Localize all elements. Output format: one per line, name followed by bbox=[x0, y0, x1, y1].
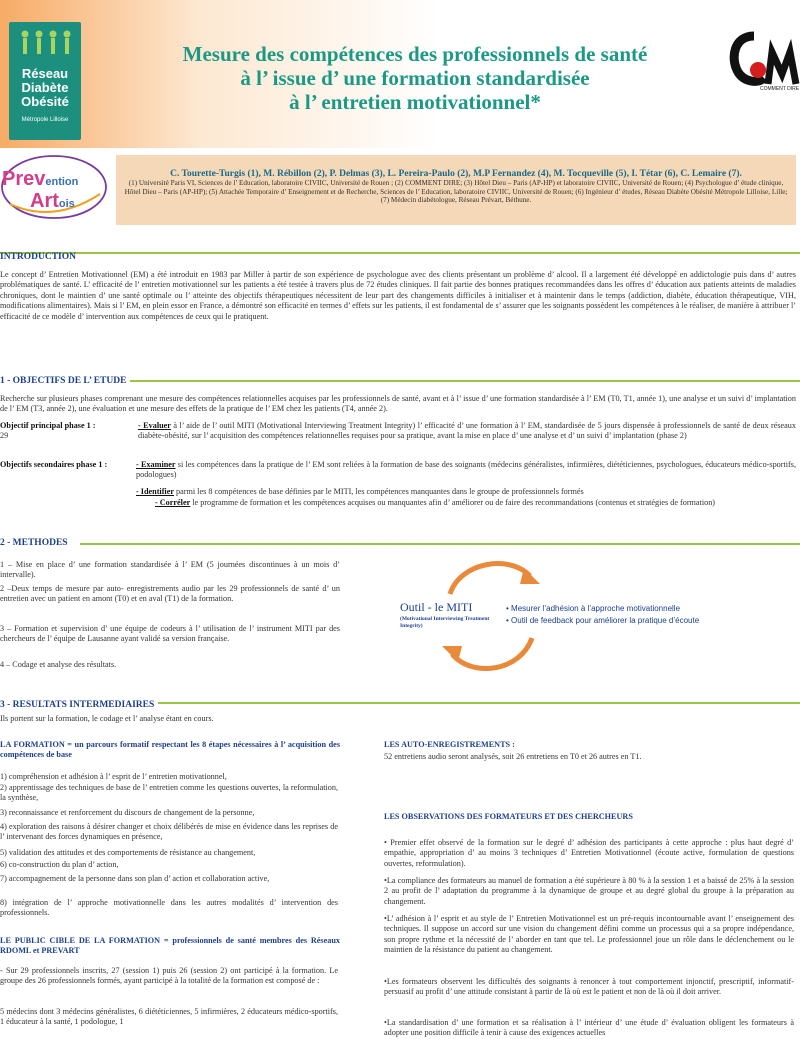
rdo-logo-line-2: Diabète bbox=[21, 80, 69, 95]
rdo-logo-line-3: Obésité bbox=[21, 94, 69, 109]
resultats-lead: Ils portent sur la formation, le codage et l’ analyse étant en cours. bbox=[0, 714, 214, 723]
prevartois-prev: Prev bbox=[2, 168, 46, 190]
prevartois-ois: ois bbox=[58, 198, 75, 210]
section-rule bbox=[80, 543, 800, 545]
authors-box bbox=[116, 155, 796, 225]
rdo-logo-sub: Métropole Lilloise bbox=[21, 117, 69, 123]
sec2-text: parmi les 8 compétences de base définies par le MITI, les compétences manquantes dans le groupe de professionnels formés bbox=[173, 487, 584, 496]
identifier-verb: - Identifier bbox=[136, 487, 174, 496]
title-line-2: à l’ issue d’ une formation standardisée bbox=[240, 66, 590, 90]
methode-item: 3 – Formation et supervision d’ une équipe de codeurs à l’ utilisation de l’ instrument MITI par des chercheurs de l’ équipe de Lausanne ayant validé sa version française. bbox=[0, 624, 340, 644]
obs-item: •L’ adhésion à l’ esprit et au style de l’ Entretien Motivationnel est un pré-requis incontournable avant l’ enseignement des techniques. Il suppose un accord sur une vision du changement défini comme un processus qui a sa propre indépendance, son propre rythme et la nécessité de l’ aborder en tant que tel. Le professionnel joue un rôle dans le déclenchement ou le maintien de la résistance du patient au changement. bbox=[384, 914, 794, 955]
objectifs-heading: 1 - OBJECTIFS DE L’ ETUDE bbox=[0, 376, 127, 386]
cycle-arrow-bottom bbox=[452, 638, 532, 669]
objectifs-secondaires-label: Objectifs secondaires phase 1 : bbox=[0, 460, 108, 469]
methode-item: 1 – Mise en place d’ une formation standardisée à l’ EM (5 journées discontinues à un mois d’ intervalle). bbox=[0, 560, 340, 580]
intro-heading: INTRODUCTION bbox=[0, 252, 77, 262]
outil-point: Mesurer l’adhésion à l’approche motivationnelle bbox=[511, 604, 681, 613]
outil-title: Outil - le MITI bbox=[400, 600, 473, 614]
correler-verb: - Corréler bbox=[155, 498, 191, 507]
methode-item: 2 –Deux temps de mesure par auto- enregistrements audio par les 29 professionnels de santé d’ un entretien avec un patient en amont (T0) et en aval (T1) de la formation. bbox=[0, 584, 340, 604]
formation-title: LA FORMATION = un parcours formatif respectant les 8 étapes nécessaires à l’ acquisition des compétences de base bbox=[0, 740, 340, 760]
obs-item: •La compliance des formateurs au manuel de formation a été supérieure à 80 % à la session 1 et a baissé de 25% à la session 2 au profit de l’ adaptation du programme à la dynamique de groupe et au degré global du groupe à la préparation au changement. bbox=[384, 876, 794, 906]
formation-item: 6) co-construction du plan d’ action, bbox=[0, 860, 119, 869]
formation-item: 1) compréhension et adhésion à l’ esprit de l’ entretien motivationnel, bbox=[0, 772, 227, 781]
people-icon bbox=[15, 28, 75, 62]
public-text: - Sur 29 professionnels inscrits, 27 (session 1) puis 26 (session 2) ont participé à la formation. Le groupe des 26 professionnels formés, ayant participé à la totalité de la formation est composé de : bbox=[0, 966, 338, 986]
methodes-heading: 2 - METHODES bbox=[0, 538, 68, 548]
formation-item: 4) exploration des raisons à désirer changer et choix délibérés de mise en évidence dans les reprises de l’ intervenant des forces dynamiques en présence, bbox=[0, 822, 338, 842]
title-line-1: Mesure des compétences des professionnels de santé bbox=[182, 42, 648, 66]
objectif-principal-num: 29 bbox=[0, 431, 9, 440]
author-affiliations: (1) Université Paris VI, Sciences de l’ Education, laboratoire CIVIIC, Université de Rouen ; (2) COMMENT DIRE; (3) Hôtel Dieu – Paris (AP-HP) et laboratoire CIVIIC, Université de Rouen; (4) Psychologue d’ étude clinique, Hôtel Dieu – Paris (AP-HP); (5) Attachée Temporaire d’ Enseignement et de Recherche, Sciences de l’ Education, laboratoire CIVIIC, Université de Rouen; (6) Ingénieur d’ études, Réseau Diabète Obésité Métropole Lilloise, Lille; (7) Médecin diabétologue, Réseau Prévart, Béthune. bbox=[124, 179, 788, 205]
evaluer-verb: - Evaluer bbox=[138, 421, 171, 430]
formation-item: 5) validation des attitudes et des comportements de résistance au changement, bbox=[0, 848, 256, 857]
prevartois-ention: ention bbox=[45, 176, 79, 188]
comment-dire-sub: COMMENT DIRE bbox=[760, 86, 800, 92]
section-rule bbox=[130, 380, 800, 382]
cycle-arrow-top bbox=[450, 564, 530, 594]
formation-item: 8) intégration de l’ approche motivationnelle dans les autres modalités d’ intervention des professionnels. bbox=[0, 898, 338, 918]
obs-item: •La standardisation d’ une formation et sa réalisation à l’ intérieur d’ une étude d’ évaluation obligent les formateurs à adopter une position difficile à tenir à cause des exigences actuelles bbox=[384, 1018, 794, 1038]
comment-dire-logo bbox=[724, 28, 800, 94]
intro-text: Le concept d’ Entretien Motivationnel (EM) a été introduit en 1983 par Miller à partir de son expérience de psychologue avec des clients présentant un problème d’ alcool. Il a largement été développé en addictologie puis dans d’ autres problématiques de santé. L’ efficacité de l’ entretien motivationnel sur les patients a été testée à travers plus de 72 études cliniques. Il fait partie des bonnes pratiques recommandées dans les offres d’ éducation aux patients atteints de maladies chroniques, dont le maintien d’ une santé optimale ou l’ atteinte des objectifs thérapeutiques nécessitent de leur part des changements difficiles à initialiser et à maintenir dans le temps (addiction, diabète, éducation thérapeutique, VIH, modifications alimentaires). Mais si l’ EM, en plein essor en France, a démontré son efficacité en termes d’ effets sur les patients, il est fondamental de s’ assurer que les soignants possèdent les compétences à le réaliser, de manière à attribuer l’ efficacité de ce modèle d’ intervention aux compétences de ceux qui le pratiquent. bbox=[0, 270, 797, 321]
public-text-2: 5 médecins dont 3 médecins généralistes, 6 diététiciennes, 5 infirmières, 2 éducateurs médico-sportifs, 1 éducateur à la santé, 1 podologue, 1 bbox=[0, 1007, 338, 1027]
prevartois-logo bbox=[0, 154, 108, 220]
obs-title: LES OBSERVATIONS DES FORMATEURS ET DES CHERCHEURS bbox=[384, 812, 633, 821]
sec3-text: le programme de formation et les compétences acquises ou manquantes afin d’ améliorer ou de faire des recommandations (contenus et stratégies de formation) bbox=[190, 498, 716, 507]
sec1-text: si les compétences dans la pratique de l’ EM sont reliées à la formation de base des soignants (médecins généralistes, infirmières, diététiciennes, psychologues, éducateurs médico-sportifs, podologues) bbox=[136, 460, 796, 480]
section-rule bbox=[0, 252, 800, 254]
resultats-heading: 3 - RESULTATS INTERMEDIAIRES bbox=[0, 700, 158, 710]
comment-dire-mark-icon bbox=[724, 28, 800, 94]
author-names: C. Tourette-Turgis (1), M. Rébillon (2), P. Delmas (3), L. Pereira-Paulo (2), M.P Fernandez (4), M. Tocqueville (5), I. Tétar (6), C. Lemaire (7). bbox=[170, 169, 742, 179]
obs-item: • Premier effet observé de la formation sur le degré d’ adhésion des participants à cette approche : plus haut degré d’ empathie, appropriation d’ au moins 3 techniques d’ Entretien Motivationnel (écoute active, formulation de questions ouvertes, reformulation). bbox=[384, 838, 794, 868]
title-line-3: à l’ entretien motivationnel* bbox=[289, 90, 541, 114]
objectif-principal-label: Objectif principal phase 1 : bbox=[0, 421, 96, 430]
rdo-logo bbox=[9, 22, 81, 140]
poster-title bbox=[110, 42, 720, 114]
formation-item: 7) accompagnement de la personne dans son plan d’ action et collaboration active, bbox=[0, 874, 270, 883]
objectifs-lead: Recherche sur plusieurs phases comprenant une mesure des compétences relationnelles acquises par les professionnels de santé, avant et à l’ issue d’ une formation standardisée à l’ EM (T0, T1, année 1), une analyse et un suivi d’ implantation de l’ EM (T3, année 2), une évaluation et une mesure des effets de la pratique de l’ EM chez les patients (T4, année 2). bbox=[0, 394, 796, 414]
rdo-logo-line-1: Réseau bbox=[21, 66, 69, 81]
public-title: LE PUBLIC CIBLE DE LA FORMATION = professionnels de santé membres des Réseaux RDOML et PREVART bbox=[0, 936, 340, 956]
methode-item: 4 – Codage et analyse des résultats. bbox=[0, 660, 117, 669]
outil-point: Outil de feedback pour améliorer la pratique d’écoute bbox=[511, 616, 700, 625]
prevartois-art: Art bbox=[30, 190, 59, 212]
outil-sub: (Motivational Interviewing Treatment Integrity) bbox=[400, 616, 490, 629]
formation-item: 2) apprentissage des techniques de base de l’ entretien comme les questions ouvertes, la reformulation, la synthèse, bbox=[0, 783, 338, 803]
auto-text: 52 entretiens audio seront analysés, soit 26 entretiens en T0 et 26 autres en T1. bbox=[384, 752, 642, 761]
formation-item: 3) reconnaissance et renforcement du discours de changement de la personne, bbox=[0, 808, 255, 817]
auto-title: LES AUTO-ENREGISTREMENTS : bbox=[384, 740, 515, 749]
objectif-principal-text: à l’ aide de l’ outil MITI (Motivational Interviewing Treatment Integrity) l’ efficacité d’ une formation à l’ EM, standardisée de 5 jours dispensée à professionnels de santé de deux réseaux diabète-obésité, sur l’ acquisition des compétences relationnelles requises pour sa pratique, avant la mise en place d’ une analyse et d’ un suivi d’ implantation (phase 2) bbox=[138, 421, 796, 441]
obs-item: •Les formateurs observent les difficultés des soignants à renoncer à tout comportement injonctif, prescriptif, informatif-persuasif au profit d’ une attitude consistant à partir de là où est le patient et non de là où il doit arriver. bbox=[384, 977, 794, 997]
examiner-verb: - Examiner bbox=[136, 460, 176, 469]
